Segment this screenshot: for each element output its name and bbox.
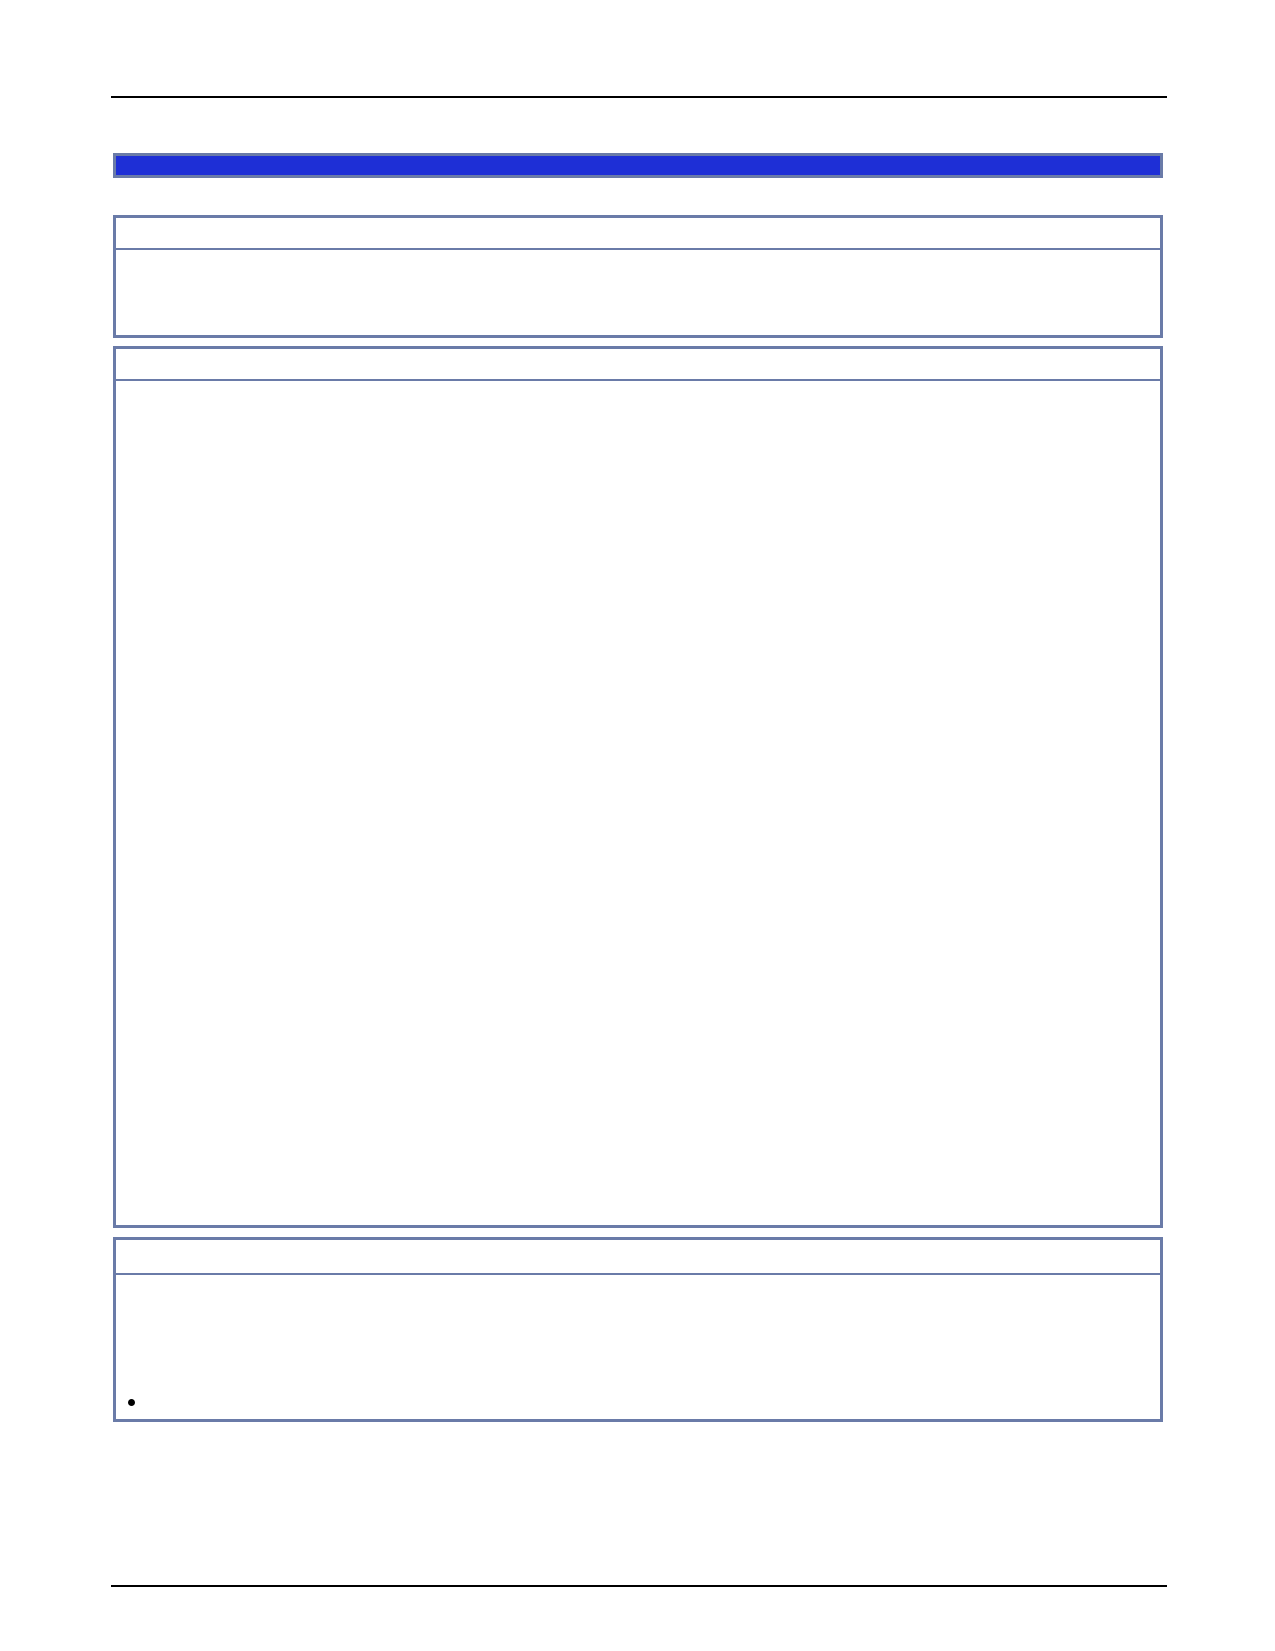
bullet-icon	[128, 1399, 135, 1406]
title-bar	[113, 153, 1163, 178]
competence-divider	[116, 248, 1160, 250]
elements-divider	[116, 379, 1160, 381]
competence-box	[113, 215, 1163, 338]
elements-box	[113, 346, 1163, 1228]
header-rule	[111, 96, 1167, 98]
activities-box	[113, 1237, 1163, 1422]
footer-rule	[111, 1585, 1167, 1587]
activities-divider	[116, 1273, 1160, 1275]
